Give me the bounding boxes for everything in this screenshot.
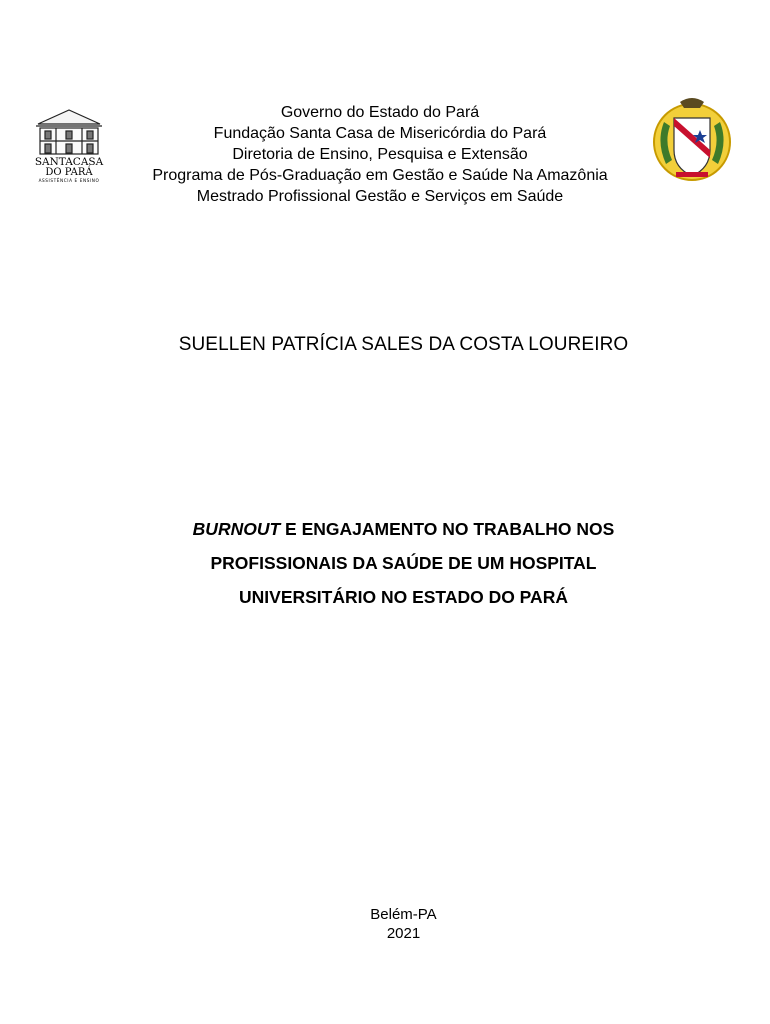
header-line-5: Mestrado Profissional Gestão e Serviços em Saúde (196, 188, 564, 205)
title-line-3: UNIVERSITÁRIO NO ESTADO DO PARÁ (239, 587, 568, 607)
author-name: SUELLEN PATRÍCIA SALES DA COSTA LOUREIRO (178, 334, 629, 355)
header-line-1: Governo do Estado do Pará (280, 104, 480, 121)
header-line-2: Fundação Santa Casa de Misericórdia do Pará (213, 125, 547, 142)
logo-line-1: SANTACASA (34, 156, 104, 168)
document-footer (0, 905, 770, 943)
para-state-coat-of-arms-icon (650, 92, 734, 188)
institution-header (100, 102, 660, 207)
logo-line-2: DO PARÁ (45, 167, 93, 178)
header-line-3: Diretoria de Ensino, Pesquisa e Extensão (232, 146, 528, 163)
document-title (0, 512, 770, 614)
footer-year: 2021 (386, 925, 421, 942)
header-line-4: Programa de Pós-Graduação em Gestão e Saúde Na Amazônia (152, 167, 608, 184)
title-emphasis: BURNOUT (192, 519, 281, 539)
santa-casa-logo (28, 104, 110, 186)
santa-casa-building-icon (36, 110, 102, 154)
footer-city: Belém-PA (370, 906, 437, 923)
title-line-1-rest: E ENGAJAMENTO NO TRABALHO NOS (280, 519, 615, 539)
title-line-1 (0, 512, 770, 546)
title-line-2: PROFISSIONAIS DA SAÚDE DE UM HOSPITAL (210, 553, 597, 573)
logo-line-3: ASSISTÊNCIA E ENSINO (38, 178, 100, 183)
